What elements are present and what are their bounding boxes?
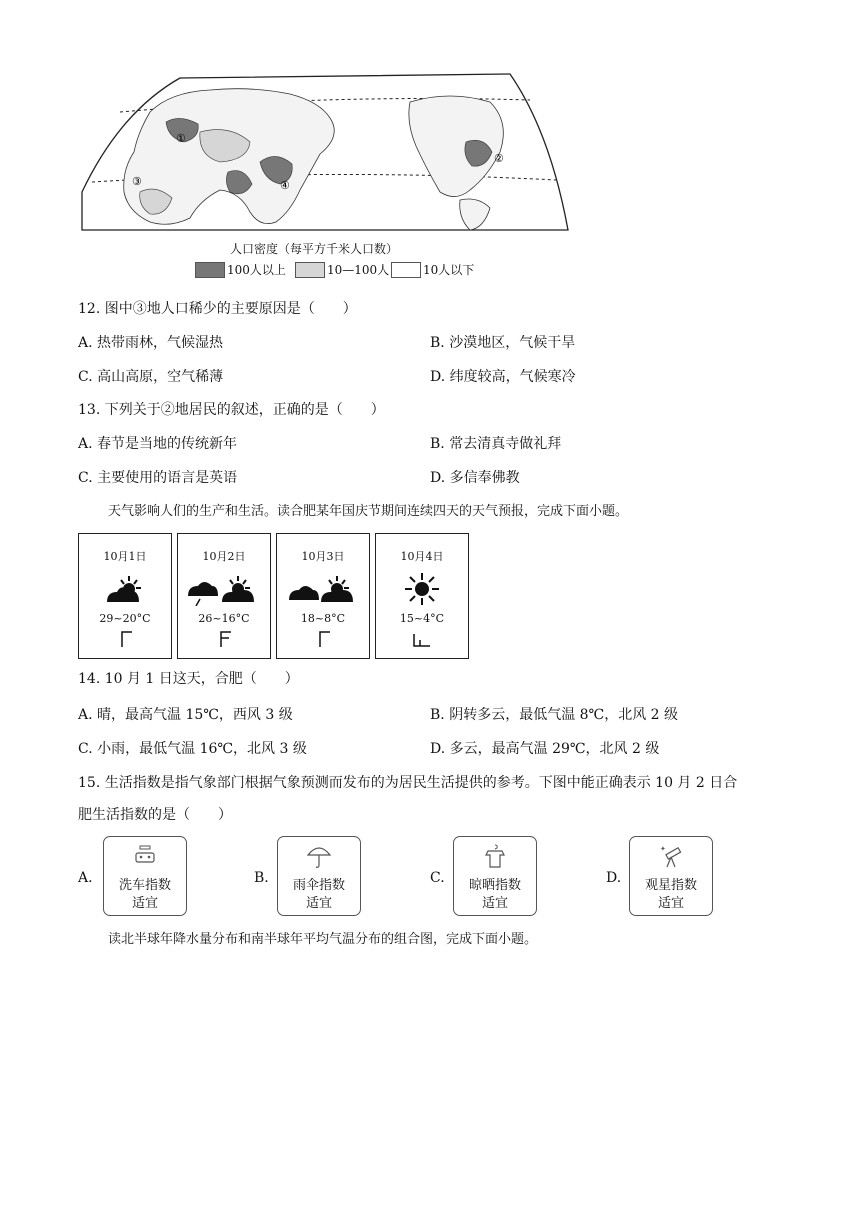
- q12-option-a[interactable]: A. 热带雨林，气候湿热: [78, 335, 224, 351]
- weather-temp: 29~20°C: [99, 612, 151, 625]
- stargazing-index-card[interactable]: [629, 836, 713, 916]
- index-label: [104, 877, 186, 913]
- index-value: 适宜: [481, 896, 508, 911]
- car-wash-icon: [132, 843, 158, 869]
- weather-day-4: [375, 533, 469, 659]
- weather-date: 10月4日: [400, 550, 444, 563]
- marker-3: ③: [132, 175, 142, 188]
- legend-swatch-medium: [295, 262, 325, 278]
- index-value: 适宜: [131, 896, 158, 911]
- wind-north-2-icon: [119, 630, 139, 648]
- weather-date: 10月3日: [301, 550, 345, 563]
- q13-option-d[interactable]: D. 多信奉佛教: [430, 470, 520, 486]
- next-intro: 读北半球年降水量分布和南半球年平均气温分布的组合图，完成下面小题。: [108, 932, 538, 947]
- world-map-figure: [80, 72, 570, 232]
- umbrella-icon: [306, 843, 332, 869]
- clothes-drying-icon: [482, 843, 508, 869]
- rain-to-cloudy-icon: [178, 572, 270, 606]
- marker-2: ②: [494, 152, 504, 165]
- legend-title: 人口密度（每平方千米人口数）: [230, 242, 399, 256]
- marker-4: ④: [280, 179, 290, 192]
- legend-swatch-high: [195, 262, 225, 278]
- q14-option-c[interactable]: C. 小雨，最低气温 16℃，北风 3 级: [78, 741, 307, 757]
- weather-temp: 26~16°C: [198, 612, 250, 625]
- legend-label-high: 100人以上: [227, 263, 286, 277]
- q12-option-b[interactable]: B. 沙漠地区，气候干旱: [430, 335, 576, 351]
- index-title: 雨伞指数: [292, 878, 345, 893]
- index-title: 观星指数: [644, 878, 697, 893]
- q13-stem: 13. 下列关于②地居民的叙述，正确的是（ ）: [78, 402, 385, 418]
- q15-stem-line1: 15. 生活指数是指气象部门根据气象预测而发布的为居民生活提供的参考。下图中能正确表示 10 月 2 日合: [78, 775, 738, 791]
- q12-option-c[interactable]: C. 高山高原，空气稀薄: [78, 369, 224, 385]
- index-value: 适宜: [657, 896, 684, 911]
- q13-option-c[interactable]: C. 主要使用的语言是英语: [78, 470, 238, 486]
- q13-option-b[interactable]: B. 常去清真寺做礼拜: [430, 436, 562, 452]
- svg-text:✦: ✦: [660, 845, 666, 853]
- q15-option-letter-a: A.: [78, 870, 93, 886]
- q15-option-letter-c: C.: [430, 870, 445, 886]
- q12-stem: 12. 图中③地人口稀少的主要原因是（ ）: [78, 301, 357, 317]
- q15-stem-line2: 肥生活指数的是（ ）: [78, 807, 232, 823]
- q15-option-letter-d: D.: [606, 870, 622, 886]
- index-title: 晾晒指数: [468, 878, 521, 893]
- umbrella-index-card[interactable]: [277, 836, 361, 916]
- legend-label-low: 10人以下: [423, 263, 475, 277]
- index-label: [454, 877, 536, 913]
- partly-cloudy-icon: [79, 572, 171, 606]
- q13-option-a[interactable]: A. 春节是当地的传统新年: [78, 436, 238, 452]
- weather-temp: 15~4°C: [399, 612, 445, 625]
- weather-day-1: [78, 533, 172, 659]
- index-label: [278, 877, 360, 913]
- weather-day-2: [177, 533, 271, 659]
- weather-intro: 天气影响人们的生产和生活。读合肥某年国庆节期间连续四天的天气预报，完成下面小题。: [108, 504, 629, 519]
- q14-option-a[interactable]: A. 晴，最高气温 15℃，西风 3 级: [78, 707, 293, 723]
- q14-option-b[interactable]: B. 阴转多云，最低气温 8℃，北风 2 级: [430, 707, 679, 723]
- population-density-map: [80, 72, 570, 232]
- legend-swatch-low: [391, 262, 421, 278]
- q14-stem: 14. 10 月 1 日这天，合肥（ ）: [78, 671, 299, 687]
- wind-north-3-icon: [218, 630, 238, 648]
- car-wash-index-card[interactable]: [103, 836, 187, 916]
- legend-label-medium: 10—100人: [327, 263, 390, 277]
- telescope-icon: [658, 843, 684, 869]
- q15-option-letter-b: B.: [254, 870, 269, 886]
- overcast-to-cloudy-icon: [277, 572, 369, 606]
- wind-north-2-icon: [317, 630, 337, 648]
- index-title: 洗车指数: [118, 878, 171, 893]
- q12-option-d[interactable]: D. 纬度较高，气候寒冷: [430, 369, 576, 385]
- weather-date: 10月2日: [202, 550, 246, 563]
- weather-temp: 18~8°C: [300, 612, 346, 625]
- clothes-drying-index-card[interactable]: [453, 836, 537, 916]
- weather-date: 10月1日: [103, 550, 147, 563]
- sunny-icon: [376, 572, 468, 606]
- weather-day-3: [276, 533, 370, 659]
- wind-west-icon: [412, 630, 432, 648]
- q14-option-d[interactable]: D. 多云，最高气温 29℃，北风 2 级: [430, 741, 660, 757]
- index-value: 适宜: [305, 896, 332, 911]
- marker-1: ①: [176, 132, 186, 145]
- index-label: [630, 877, 712, 913]
- legend-row: [195, 260, 505, 278]
